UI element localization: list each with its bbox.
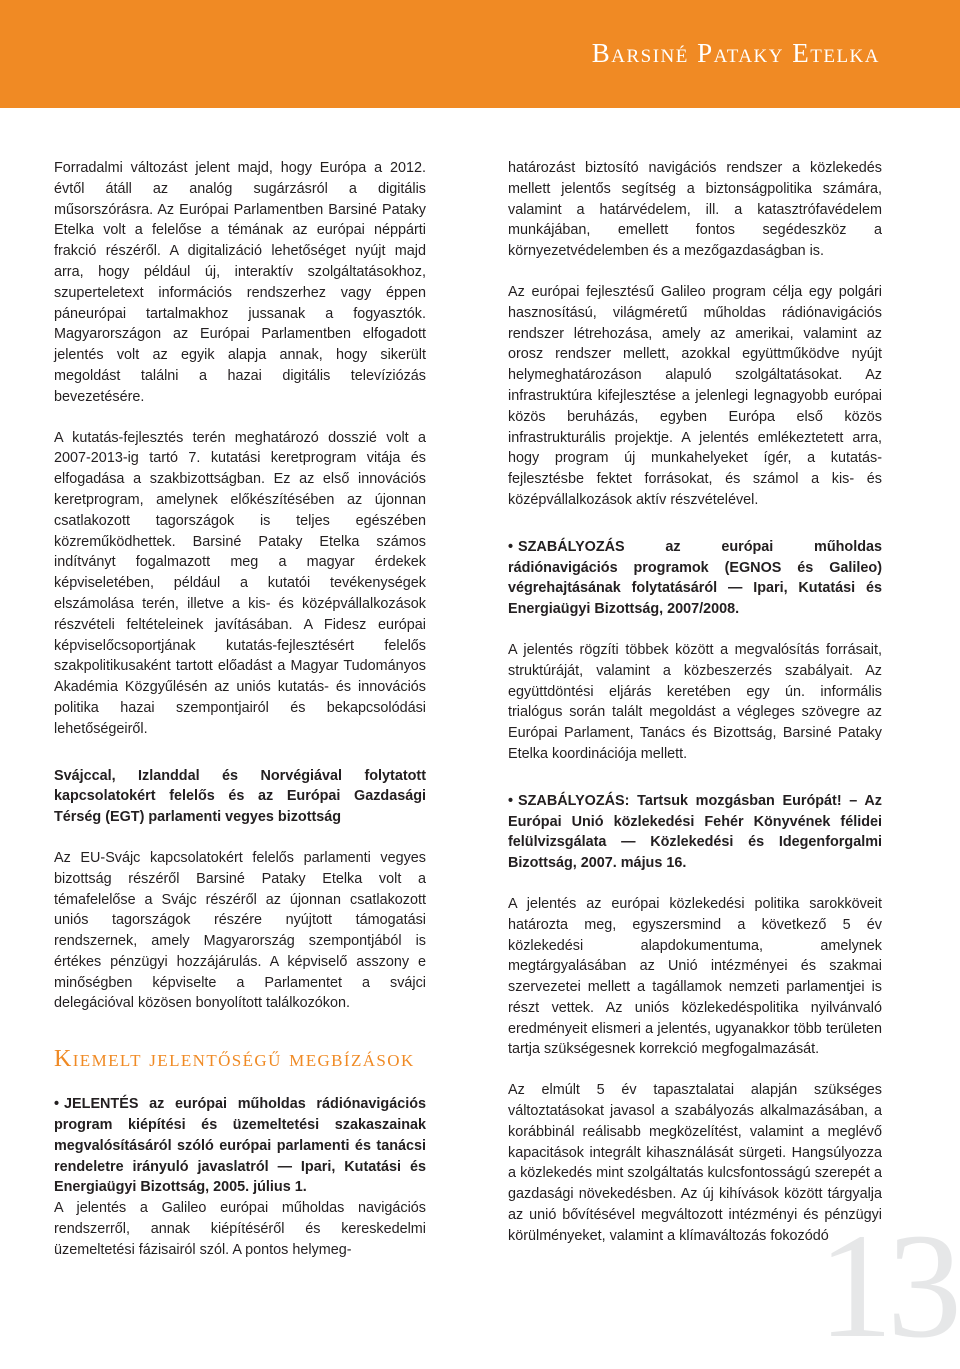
paragraph-trialogue: A jelentés rögzíti többek között a megvalósítás forrásait, struktúráját, valamint a közbeszerzés szabályait. Az együttdöntési eljárás keretében egy ún. informális trialógus során talált megoldást a végleges szövegre az Európai Parlament, Tanács és Bizottság, Barsiné Pataky Etelka koordinációja mellett. — [508, 641, 882, 762]
bullet-egnos-regulation: • SZABÁLYOZÁS az európai műholdas rádiónavigációs programok (EGNOS és Galileo) végrehajtásának folytatásáról — Ipari, Kutatási és Energiaügyi Bizottság, 2007/2008. — [508, 537, 882, 620]
left-column — [54, 158, 426, 1261]
paragraph-research-framework: A kutatás-fejlesztés terén meghatározó dosszié volt a 2007-2013-ig tartó 7. kutatási keretprogram vitája és elfogadása a szakbizottságban. Ez az első innovációs keretprogram, amelynek előkészítésében az újonnan csatlakozott tagországok is teljes egészében közreműködhettek. Barsiné Pataky Etelka számos indítványt fogalmazott meg a magyar érdekek képviseletében, például a kutatói tevékenységek elszámolása terén, illetve a kis- és középvállalkozások részvételi feltételeinek javításában. A Fidesz európai képviselőcsoportjának kutatás-fejlesztésért felelős szakpolitikusaként tartott előadást a Magyar Tudományos Akadémia Közgyűlésén az uniós kutatás- és innovációs politika hazai szempontjairól és bekapcsolódási lehetőségeiről. — [54, 429, 426, 737]
paragraph-galileo-report: A jelentés a Galileo európai műholdas navigációs rendszerről, annak kiépítéséről és kereskedelmi üzemeltetési fázisairól szól. A pontos helymeg- — [54, 1200, 426, 1258]
paragraph-navigation-uses: határozást biztosító navigációs rendszer a közlekedés mellett jelentős segítség a biztonságpolitika számára, valamint a határvédelem, ill. a katasztrófavédelem munkájában, emellett fontos segédeszköz a környezetvédelemben és a mezőgazdaságban is. — [508, 160, 882, 260]
header-title: Barsiné Pataky Etelka — [591, 38, 880, 68]
paragraph-galileo-program: Az európai fejlesztésű Galileo program célja egy polgári hasznosítású, világméretű műholdas rádiónavigációs rendszer létrehozása, amely az amerikai, valamint az orosz rendszer mellett, azokkal együttműködve nyújt helymeghatározáson alapuló szolgáltatásokat. Az infrastruktúra kifejlesztése a jelenlegi legnagyobb európai közös beruházás, egyben Európa első közös infrastrukturális projektje. A jelentés emlékeztetett arra, hogy program új munkahelyeket ígér, a kutatás-fejlesztésbe fektet forrásokat, és számol a kis- és középvállalkozások aktív részvételével. — [508, 283, 882, 508]
bullet-galileo-report: • JELENTÉS az európai műholdas rádiónavigációs program kiépítési és üzemeltetési szakaszainak megvalósításáról szóló európai parlamenti és tanácsi rendeletre irányuló javaslatról — Ipari, Kutatási és Energiaügyi Bizottság, 2005. július 1. — [54, 1094, 426, 1198]
subheading-efta-committee: Svájccal, Izlanddal és Norvégiával folytatott kapcsolatokért felelős és az Európai Gazdasági Térség (EGT) parlamenti vegyes bizottság — [54, 767, 426, 826]
paragraph-digital-broadcasting: Forradalmi változást jelent majd, hogy Európa a 2012. évtől átáll az analóg sugárzásról a digitális műsorszórásra. Az Európai Parlamentben Barsiné Pataky Etelka volt a felelőse a témának az európai néppárti frakció részéről. A digitalizáció lehetőséget nyújt majd arra, hogy például új, interaktív szolgáltatásokhoz, szuperteletext információs rendszerhez vagy éppen páneurópai tartalmakhoz jussanak a fogyasztók. Magyarországon az Európai Parlamentben elfogadott jelentés volt az egyik alapja annak, hogy sikerült megoldást találni a hazai digitális televíziózás bevezetésére. — [54, 160, 426, 405]
header-band — [0, 0, 960, 108]
right-column — [508, 158, 882, 1247]
paragraph-transport-policy: A jelentés az európai közlekedési politika sarokköveit határozta meg, egyszersmind a következő 5 év közlekedési alapdokumentuma, amelynek megtárgyalásában az Unió intézményei és szakmai szervezetei mellett a tagállamok nemzeti parlamentjei is részt vettek. Az uniós közlekedéspolitika nyilvánvaló eredményeit elismeri a jelentés, ugyanakkor több területen tartja szükségesnek korrekció megfogalmazását. — [508, 895, 882, 1058]
paragraph-five-years: Az elmúlt 5 év tapasztalatai alapján szükséges változtatásokat javasol a szabályozás alkalmazásában, a korábbinál reálisabb megközelítést, valamint a meglévő kapacitások integrált kihasználását sürgeti. Hangsúlyozza a közlekedés mint szolgáltatás kulcsfontosságú szerepét a gazdasági növekedésben. Az új kihívások között tárgyalja az unió bővítésével megváltozott intézményi és pénzügyi körülményeket, valamint a klímaváltozás fokozódó — [508, 1082, 882, 1244]
bullet-white-paper: • SZABÁLYOZÁS: Tartsuk mozgásban Európát! – Az Európai Unió közlekedési Fehér Könyvének félidei felülvizsgálata — Közlekedési és Idegenforgalmi Bizottság, 2007. május 16. — [508, 791, 882, 874]
page-number: 13 — [818, 1203, 956, 1369]
section-heading: Kiemelt jelentőségű megbízások — [54, 1046, 415, 1073]
paragraph-switzerland: Az EU-Svájc kapcsolatokért felelős parlamenti vegyes bizottság részéről Barsiné Pataky Etelka volt a témafelelőse a Svájc részéről az újonnan csatlakozott uniós tagországok részére nyújtott támogatási rendszernek, amely Magyarország szempontjából is értékes pénzügyi hozzájárulás. A képviselő asszony e minőségben képviselte a Parlamentet a svájci delegációval közösen bonyolított találkozókon. — [54, 849, 426, 1012]
